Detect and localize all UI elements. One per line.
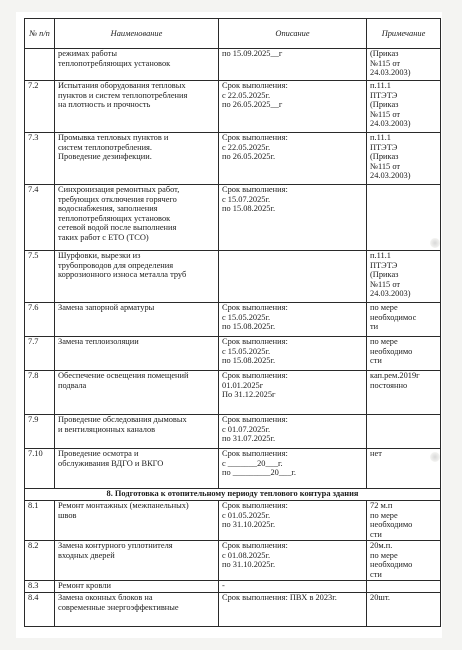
row-description-line: с 22.05.2025г. (222, 90, 271, 100)
row-name-line: Проведение дезинфекции. (58, 152, 152, 162)
row-note (367, 371, 441, 415)
row-name-line: Замена контурного уплотнителя (58, 541, 173, 550)
header-note: Примечание (367, 19, 441, 49)
row-note-line: 24.03.2003) (370, 289, 411, 299)
row-note-line: сти (370, 529, 382, 539)
row-note-line: №115 от (370, 279, 401, 289)
row-name-line: теплопотребляющих установок (58, 58, 171, 68)
row-name-line: трубопроводов для определения (58, 260, 174, 270)
row-number (25, 49, 55, 81)
row-name-line: входных дверей (58, 550, 115, 560)
row-name-line: швов (58, 510, 77, 520)
row-number: 8.1 (25, 501, 55, 541)
row-description (219, 449, 367, 489)
row-name-line: теплопотребляющих установок (58, 213, 171, 223)
row-number: 8.4 (25, 593, 55, 627)
row-name-line: коррозионного износа металла труб (58, 270, 187, 280)
row-description-line: с 15.07.2025г. (222, 194, 271, 204)
row-description-line: с 01.07.2025г. (222, 424, 271, 434)
row-note-line: необходимо (370, 520, 413, 530)
row-note-line: 24.03.2003) (370, 171, 411, 181)
row-description-line: по 15.08.2025г. (222, 356, 276, 366)
row-description-line: по 15.08.2025г. (222, 204, 276, 214)
row-description-line: по 26.05.2025__г (222, 100, 283, 110)
row-name (55, 415, 219, 449)
row-description-line: по 31.10.2025г. (222, 520, 276, 530)
row-description-line: Срок выполнения: (222, 81, 288, 90)
row-note-line: по мере (370, 550, 398, 560)
row-note-line: сти (370, 569, 382, 579)
row-note-line: (Приказ (370, 152, 399, 162)
row-number: 7.4 (25, 185, 55, 251)
row-name-line: Промывка тепловых пунктов и (58, 133, 169, 142)
row-name-line: Проведение обследования дымовых (58, 415, 187, 424)
row-note-line: кап.рем.2019г (370, 371, 420, 380)
row-description-line: по 26.05.2025г. (222, 152, 276, 162)
row-description-line: Срок выполнения: (222, 449, 288, 458)
row-note-line: сти (370, 356, 382, 366)
row-note-line: №115 от (370, 161, 401, 171)
row-description (219, 49, 367, 81)
row-name-line: Замена запорной арматуры (58, 303, 155, 312)
row-name-line: Проведение осмотра и (58, 449, 139, 458)
row-note-line: ти (370, 322, 379, 332)
row-number: 7.8 (25, 371, 55, 415)
row-description-line: с 22.05.2025г. (222, 142, 271, 152)
row-note (367, 581, 441, 593)
row-note (367, 251, 441, 303)
table-row (25, 185, 441, 251)
row-name-line: обслуживания ВДГО и ВКГО (58, 458, 164, 468)
row-description (219, 593, 367, 627)
row-name (55, 49, 219, 81)
row-name-line: таких работ с ЕТО (ТСО) (58, 232, 149, 242)
row-note-line: ПТЭТЭ (370, 142, 398, 152)
row-name (55, 541, 219, 581)
row-description-line: 01.01.2025г (222, 380, 264, 390)
row-name (55, 593, 219, 627)
table-row (25, 541, 441, 581)
row-name (55, 337, 219, 371)
row-number: 7.9 (25, 415, 55, 449)
row-name-line: подвала (58, 380, 87, 390)
row-number: 7.2 (25, 81, 55, 133)
table-row (25, 449, 441, 489)
table-row (25, 251, 441, 303)
page-fold-mark (430, 452, 440, 462)
row-note-line: (Приказ (370, 100, 399, 110)
row-note (367, 541, 441, 581)
row-name (55, 371, 219, 415)
row-description-line: по 31.10.2025г. (222, 560, 276, 570)
row-number: 7.10 (25, 449, 55, 489)
row-note-line: ПТЭТЭ (370, 90, 398, 100)
row-description (219, 251, 367, 303)
row-note-line: 20шт. (370, 593, 390, 602)
page-fold-mark (430, 238, 440, 248)
row-name-line: пунктов и систем теплопотребления (58, 90, 188, 100)
row-note (367, 49, 441, 81)
row-description (219, 303, 367, 337)
table-section-8-header (25, 489, 441, 501)
row-note (367, 303, 441, 337)
row-description-line: с 01.05.2025г. (222, 510, 271, 520)
row-name-line: Ремонт кровли (58, 581, 111, 590)
row-description-line: по _________20___г. (222, 468, 296, 478)
row-name-line: на плотность и прочность (58, 100, 151, 110)
table-row (25, 49, 441, 81)
row-description-line: по 15.08.2025г. (222, 322, 276, 332)
row-description-line: по 15.09.2025__г (222, 49, 283, 58)
row-description-line: Срок выполнения: ПВХ в 2023г. (222, 593, 337, 602)
row-note-line: нет (370, 449, 382, 458)
row-note-line: (Приказ (370, 270, 399, 280)
row-description-line: Срок выполнения: (222, 501, 288, 510)
row-name (55, 501, 219, 541)
row-name-line: Обеспечение освещения помещений (58, 371, 189, 380)
row-name-line: режимах работы (58, 49, 117, 58)
row-description (219, 501, 367, 541)
row-name-line: Замена оконных блоков на (58, 593, 153, 602)
row-name-line: Шурфовки, вырезки из (58, 251, 141, 260)
row-name (55, 251, 219, 303)
row-note-line: по мере (370, 303, 398, 312)
row-description-line: с _______20___г. (222, 458, 283, 468)
row-note (367, 133, 441, 185)
table-row (25, 81, 441, 133)
row-description-line: Срок выполнения: (222, 371, 288, 380)
table-row (25, 337, 441, 371)
row-description (219, 337, 367, 371)
row-description (219, 415, 367, 449)
row-number: 8.3 (25, 581, 55, 593)
section-8-title: 8. Подготовка к отопительному периоду теплового контура здания (25, 489, 441, 501)
row-description-line: с 01.08.2025г. (222, 550, 271, 560)
row-name (55, 449, 219, 489)
row-name (55, 581, 219, 593)
row-name-line: Синхронизация ремонтных работ, (58, 185, 180, 194)
row-note-line: 24.03.2003) (370, 119, 411, 129)
row-description-line: Срок выполнения: (222, 541, 288, 550)
row-description-line: Срок выполнения: (222, 337, 288, 346)
row-number: 7.7 (25, 337, 55, 371)
row-number: 7.3 (25, 133, 55, 185)
row-note-line: по мере (370, 510, 398, 520)
row-description-line: Срок выполнения: (222, 303, 288, 312)
row-note (367, 501, 441, 541)
row-number: 8.2 (25, 541, 55, 581)
row-note-line: ПТЭТЭ (370, 260, 398, 270)
row-description-line: - (222, 581, 225, 590)
row-note-line: п.11.1 (370, 133, 391, 142)
row-name (55, 303, 219, 337)
table-row (25, 501, 441, 541)
row-name-line: водоснабжения, заполнения (58, 204, 158, 214)
table-row (25, 581, 441, 593)
row-note-line: п.11.1 (370, 81, 391, 90)
row-note-line: постоянно (370, 380, 408, 390)
table-row (25, 593, 441, 627)
row-note-line: необходимо (370, 346, 413, 356)
row-description (219, 133, 367, 185)
row-description (219, 185, 367, 251)
row-description (219, 541, 367, 581)
row-name-line: требующих отключения горячего (58, 194, 177, 204)
row-description-line: по 31.07.2025г. (222, 434, 276, 444)
table-row (25, 371, 441, 415)
work-plan-table (24, 18, 441, 627)
row-description (219, 371, 367, 415)
table-row (25, 133, 441, 185)
row-note-line: по мере (370, 337, 398, 346)
row-description-line: с 15.05.2025г. (222, 312, 271, 322)
table-body-section-8 (25, 501, 441, 627)
header-description: Описание (219, 19, 367, 49)
row-note (367, 337, 441, 371)
row-name (55, 185, 219, 251)
row-note-line: №115 от (370, 58, 401, 68)
row-description (219, 81, 367, 133)
row-name-line: сетевой водой после выполнения (58, 223, 177, 233)
row-note-line: необходимос (370, 312, 417, 322)
row-note-line: 20м.п. (370, 541, 393, 550)
row-description-line: Срок выполнения: (222, 133, 288, 142)
row-note (367, 415, 441, 449)
row-description (219, 581, 367, 593)
table-body-section-7 (25, 49, 441, 489)
row-note-line: 72 м.п (370, 501, 393, 510)
row-name-line: систем теплопотребления. (58, 142, 152, 152)
row-name-line: Испытания оборудования тепловых (58, 81, 186, 90)
row-number: 7.6 (25, 303, 55, 337)
row-name-line: Замена теплоизоляции (58, 337, 139, 346)
table-header-row (25, 19, 441, 49)
row-note-line: (Приказ (370, 49, 399, 58)
row-number: 7.5 (25, 251, 55, 303)
header-name: Наименование (55, 19, 219, 49)
table-row (25, 303, 441, 337)
row-name-line: современные энергоэффективные (58, 602, 179, 612)
document-page (16, 12, 442, 638)
row-name (55, 133, 219, 185)
row-description-line: Срок выполнения: (222, 415, 288, 424)
row-note (367, 81, 441, 133)
row-note-line: п.11.1 (370, 251, 391, 260)
header-num: № п/п (25, 19, 55, 49)
row-note-line: необходимо (370, 560, 413, 570)
row-description-line: По 31.12.2025г (222, 390, 276, 400)
row-note-line: 24.03.2003) (370, 68, 411, 78)
row-description-line: Срок выполнения: (222, 185, 288, 194)
row-name (55, 81, 219, 133)
row-note-line: №115 от (370, 109, 401, 119)
row-name-line: и вентиляционных каналов (58, 424, 156, 434)
section-8-row (25, 489, 441, 501)
row-description-line: с 15.05.2025г. (222, 346, 271, 356)
table-row (25, 415, 441, 449)
row-name-line: Ремонт монтажных (межпанельных) (58, 501, 189, 510)
row-note (367, 593, 441, 627)
